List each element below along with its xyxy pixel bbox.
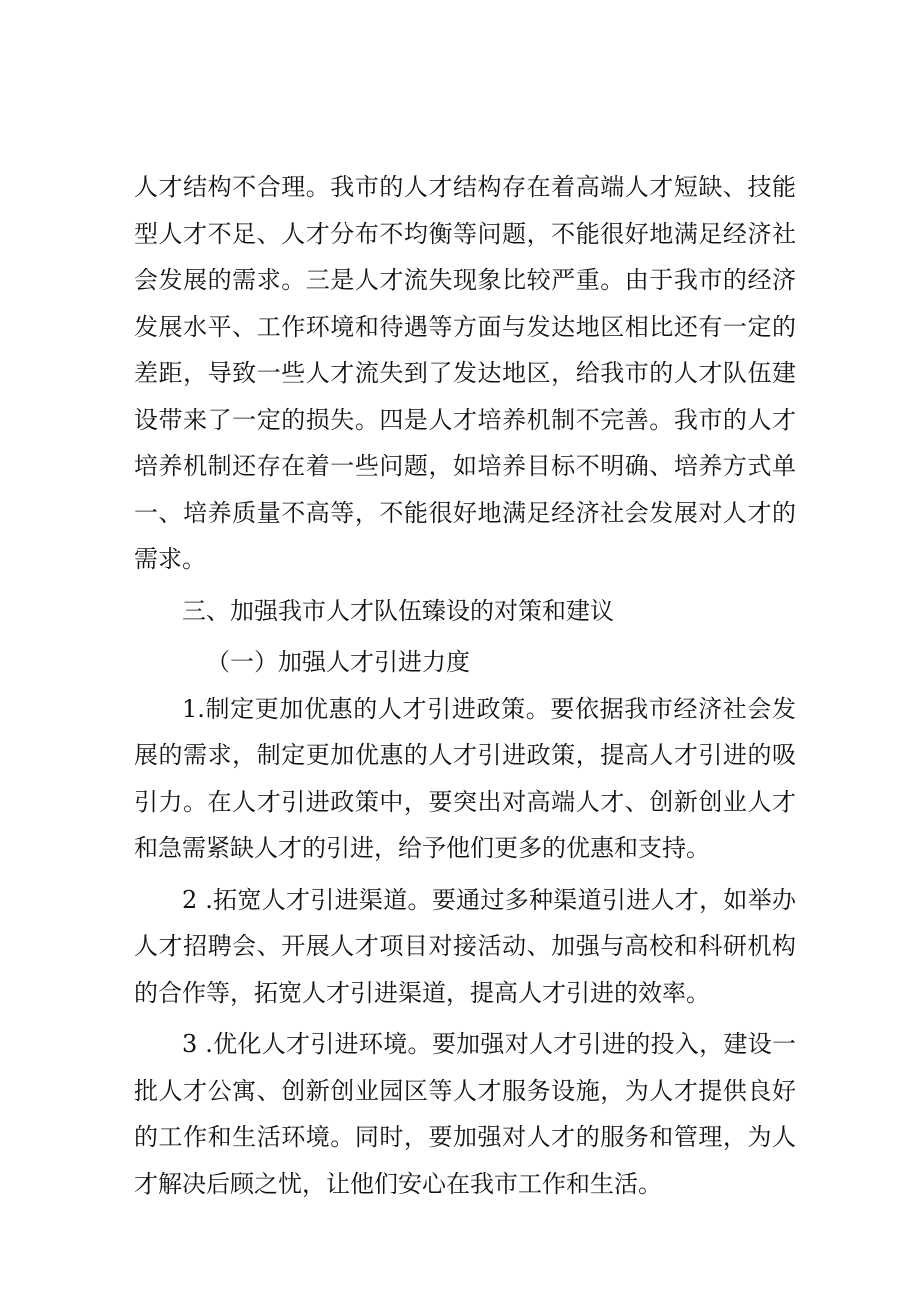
subsection-heading-one: （一）加强人才引进力度 bbox=[206, 648, 470, 676]
section-heading-three: 三、加强我市人才队伍臻设的对策和建议 bbox=[182, 596, 614, 625]
list-item-3: 3 .优化人才引进环境。要加强对人才引进的投入，建设一批人才公寓、创新创业园区等人才服务设施，为人才提供良好的工作和生活环境。同时，要加强对人才的服务和管理，为人才解决后顾之忧，让他们安心在我市工作和生活。 bbox=[134, 1030, 796, 1198]
body-text bbox=[134, 164, 796, 1207]
list-item-2: 2 .拓宽人才引进渠道。要通过多种渠道引进人才，如举办人才招聘会、开展人才项目对接活动、加强与高校和科研机构的合作等，拓宽人才引进渠道，提高人才引进的效率。 bbox=[134, 885, 796, 1007]
list-item-1: 1.制定更加优惠的人才引进政策。要依据我市经济社会发展的需求，制定更加优惠的人才引进政策，提高人才引进的吸引力。在人才引进政策中，要突出对高端人才、创新创业人才和急需紧缺人才的引进，给予他们更多的优惠和支持。 bbox=[134, 694, 796, 862]
paragraph-talent-problems: 人才结构不合理。我市的人才结构存在着高端人才短缺、技能型人才不足、人才分布不均衡等问题，不能很好地满足经济社会发展的需求。三是人才流失现象比较严重。由于我市的经济发展水平、工作环境和待遇等方面与发达地区相比还有一定的差距，导致一些人才流失到了发达地区，给我市的人才队伍建设带来了一定的损失。四是人才培养机制不完善。我市的人才培养机制还存在着一些问题，如培养目标不明确、培养方式单一、培养质量不高等，不能很好地满足经济社会发展对人才的需求。 bbox=[134, 173, 796, 573]
